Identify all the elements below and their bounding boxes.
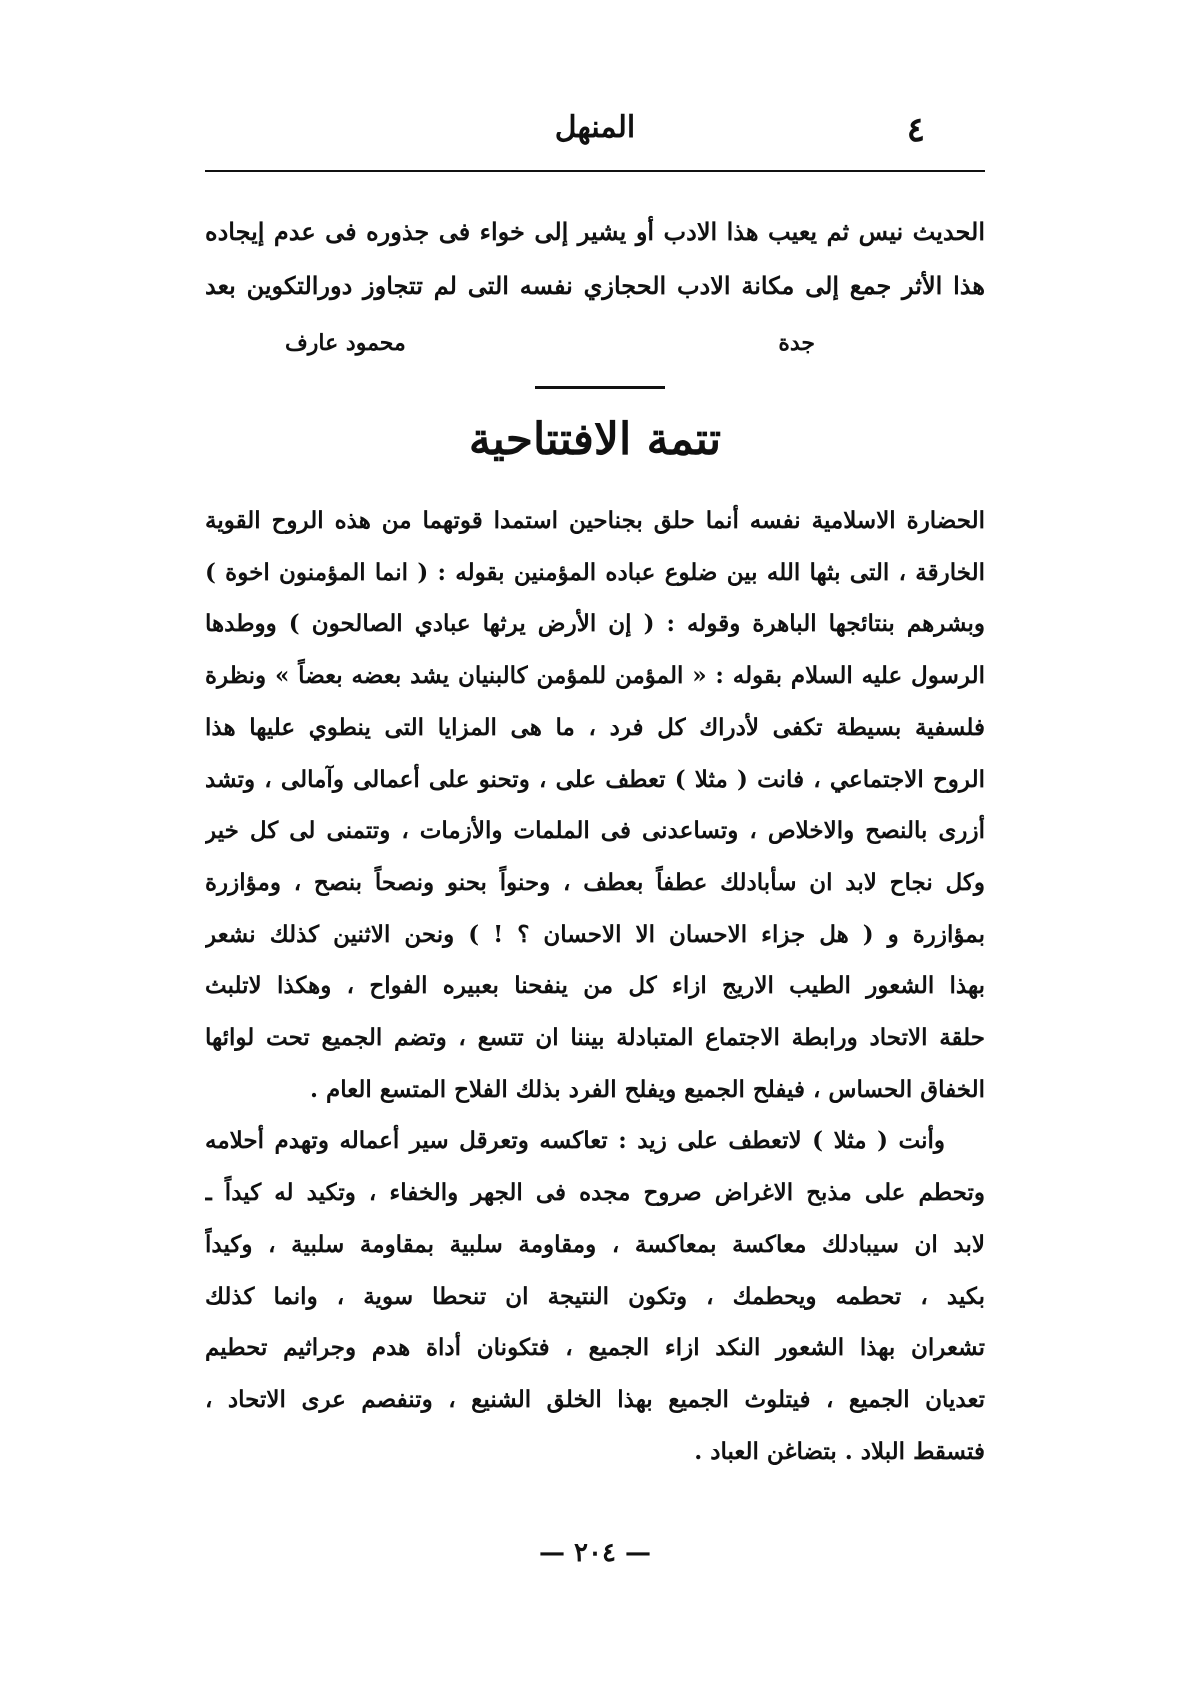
text-line: حلقة الاتحاد ورابطة الاجتماع المتبادلة بيننا ان تتسع ، وتضم الجميع تحت لوائها	[205, 1024, 985, 1052]
text-line: وتحطم على مذبح الاغراض صروح مجده فى الجهر والخفاء ، وتكيد له كيداً ـ	[205, 1179, 985, 1207]
text-line: فتسقط البلاد . بتضاغن العباد .	[694, 1437, 985, 1465]
text-line: الخفاق الحساس ، فيفلح الجميع ويفلح الفرد بذلك الفلاح المتسع العام .	[309, 1075, 985, 1103]
text-line: وكل نجاح لابد ان سأبادلك عطفاً بعطف ، وحنواً بحنو ونصحاً بنصح ، ومؤازرة	[205, 868, 985, 896]
section-title: تتمة الافتتاحية	[468, 414, 722, 465]
text-line: الرسول عليه السلام بقوله : « المؤمن للمؤمن كالبنيان يشد بعضه بعضاً » ونظرة	[205, 662, 985, 690]
previous-article-ending	[205, 205, 985, 313]
header-page-number: ٤	[906, 110, 925, 150]
text-line: الروح الاجتماعي ، فانت ( مثلا ) تعطف على ، وتحنو على أعمالى وآمالى ، وتشد	[205, 765, 985, 793]
page-footer-number: — ٢٠٤ —	[538, 1538, 652, 1568]
text-line: بهذا الشعور الطيب الاريج ازاء كل من ينفحنا بعبيره الفواح ، وهكذا لاتلبث	[205, 972, 985, 1000]
text-line: بمؤازرة و ( هل جزاء الاحسان الا الاحسان ؟ ! ) ونحن الاثنين كذلك نشعر	[205, 920, 985, 948]
header-divider	[205, 170, 985, 172]
text-line: الحضارة الاسلامية نفسه أنما حلق بجناحين استمدا قوتهما من هذه الروح القوية	[205, 507, 985, 534]
text-line: هذا الأثر جمع إلى مكانة الادب الحجازي نفسه التى لم تتجاوز دورالتكوين بعد	[205, 271, 985, 300]
signature-place: جدة	[778, 330, 815, 356]
page-header	[205, 110, 985, 160]
text-line: تشعران بهذا الشعور النكد ازاء الجميع ، فتكونان أداة هدم وجراثيم تحطيم	[205, 1334, 985, 1362]
journal-title: المنهل	[554, 110, 636, 145]
text-line: بكيد ، تحطمه ويحطمك ، وتكون النتيجة ان تنحطا سوية ، وانما كذلك	[205, 1282, 985, 1310]
text-line: الخارقة ، التى بثها الله بين ضلوع عباده المؤمنين بقوله : ( انما المؤمنون اخوة )	[205, 558, 985, 586]
text-line: تعديان الجميع ، فيتلوث الجميع بهذا الخلق الشنيع ، وتنفصم عرى الاتحاد ،	[205, 1385, 985, 1413]
text-line: أزرى بالنصح والاخلاص ، وتساعدنى فى الملمات والأزمات ، وتتمنى لى كل خير	[205, 817, 985, 845]
signature-author: محمود عارف	[285, 330, 406, 356]
text-line: وأنت ( مثلا ) لاتعطف على زيد : تعاكسه وتعرقل سير أعماله وتهدم أحلامه	[205, 1127, 945, 1155]
article-body	[205, 495, 985, 1477]
text-line: فلسفية بسيطة تكفى لأدراك كل فرد ، ما هى المزايا التى ينطوي عليها هذا	[205, 713, 985, 741]
text-line: وبشرهم بنتائجها الباهرة وقوله : ( إن الأرض يرثها عبادي الصالحون ) ووطدها	[205, 610, 985, 638]
text-line: لابد ان سيبادلك معاكسة بمعاكسة ، ومقاومة سلبية بمقاومة سلبية ، وكيداً	[205, 1230, 985, 1258]
signature-row	[205, 330, 985, 370]
text-line: الحديث نيس ثم يعيب هذا الادب أو يشير إلى خواء فى جذوره فى عدم إيجاده	[205, 217, 985, 246]
section-divider	[535, 386, 665, 389]
